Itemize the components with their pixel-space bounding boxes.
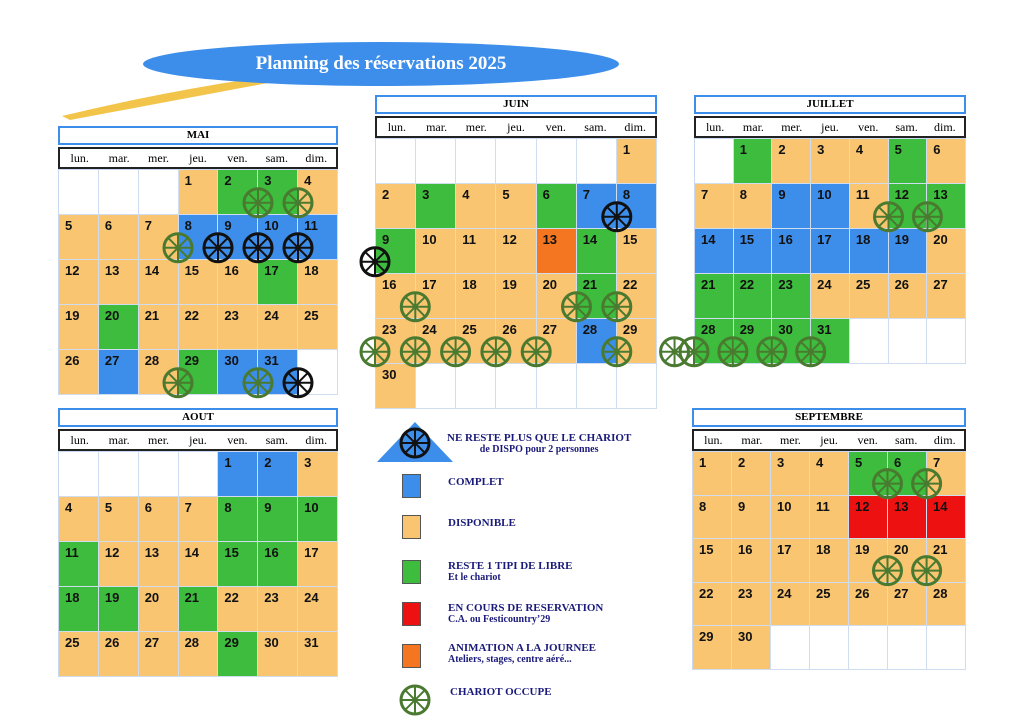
chariot-occupe-icon xyxy=(401,293,429,321)
day-number: 21 xyxy=(582,277,598,292)
month-title: SEPTEMBRE xyxy=(692,408,966,427)
day-number: 5 xyxy=(104,500,113,515)
day-number: 5 xyxy=(65,218,73,233)
day-number: 25 xyxy=(304,308,319,323)
day-number: 6 xyxy=(144,500,152,515)
weekday-label: sam. xyxy=(895,120,918,134)
day-number: 2 xyxy=(264,455,272,470)
day-number: 5 xyxy=(855,455,863,470)
day-number: 9 xyxy=(738,498,746,514)
day-number: 18 xyxy=(65,590,80,605)
day-number: 10 xyxy=(777,498,792,514)
day-number: 31 xyxy=(264,353,279,368)
day-number: 19 xyxy=(65,308,80,323)
legend-animation-swatch xyxy=(402,644,421,668)
day-number: 15 xyxy=(184,263,200,278)
day-number: 7 xyxy=(184,500,192,515)
month-aout xyxy=(58,408,338,673)
chariot-wheels-layer xyxy=(375,138,657,408)
legend-reservation-swatch xyxy=(402,602,421,626)
day-number: 8 xyxy=(699,498,707,514)
day-number: 10 xyxy=(817,187,832,202)
weekday-label: lun. xyxy=(70,433,89,447)
chariot-wheels-layer xyxy=(58,169,338,394)
weekday-label: mer. xyxy=(779,433,801,447)
day-number: 13 xyxy=(104,263,120,278)
day-number: 17 xyxy=(777,542,792,557)
legend-chariot-dispo-symbol xyxy=(375,420,455,465)
month-title: AOUT xyxy=(58,408,338,427)
day-number: 19 xyxy=(855,542,870,557)
month-title: MAI xyxy=(58,126,338,145)
page-title: Planning des réservations 2025 xyxy=(255,53,507,74)
legend-chariot-occupe-icon xyxy=(397,682,433,718)
day-number: 7 xyxy=(933,455,941,470)
day-number: 11 xyxy=(816,498,830,514)
weekday-label: dim. xyxy=(933,120,956,134)
day-number: 16 xyxy=(224,263,239,278)
chariot-occupe-icon xyxy=(913,203,941,231)
chariot-occupe-icon xyxy=(603,338,631,366)
day-number: 26 xyxy=(894,277,910,292)
day-number: 14 xyxy=(144,263,160,278)
day-number: 18 xyxy=(304,263,319,278)
day-number: 18 xyxy=(855,232,871,247)
day-number: 20 xyxy=(933,232,948,247)
day-number: 24 xyxy=(817,277,832,292)
weekday-label: mar. xyxy=(741,433,763,447)
day-number: 27 xyxy=(933,277,948,292)
day-number: 24 xyxy=(422,322,437,337)
day-number: 6 xyxy=(933,142,941,157)
day-number: 24 xyxy=(304,590,319,605)
day-number: 27 xyxy=(894,585,909,601)
weekday-label: ven. xyxy=(227,151,248,165)
day-number: 29 xyxy=(739,322,755,337)
day-number: 15 xyxy=(699,542,714,557)
weekday-label: lun. xyxy=(704,433,723,447)
chariot-occupe-icon xyxy=(563,293,591,321)
day-number: 9 xyxy=(778,187,786,202)
chariot-dispo-icon xyxy=(284,234,312,262)
weekday-header xyxy=(375,116,657,138)
day-number: 14 xyxy=(184,545,200,560)
month-mai xyxy=(58,126,338,391)
day-number: 16 xyxy=(738,542,753,557)
day-number: 22 xyxy=(622,277,638,292)
day-number: 19 xyxy=(104,590,120,605)
weekday-label: dim. xyxy=(933,433,956,447)
weekday-label: mar. xyxy=(426,120,448,134)
day-number: 24 xyxy=(777,585,792,601)
chariot-wheels-layer xyxy=(694,138,966,363)
weekday-label: ven. xyxy=(545,120,566,134)
page-title-banner xyxy=(143,42,619,86)
day-number: 3 xyxy=(422,187,430,202)
day-number: 26 xyxy=(65,353,80,368)
day-number: 5 xyxy=(894,142,902,157)
day-number: 23 xyxy=(382,322,397,337)
day-number: 22 xyxy=(184,308,200,323)
weekday-label: mer. xyxy=(148,151,170,165)
legend-tipi: RESTE 1 TIPI DE LIBRE Et le chariot xyxy=(448,560,573,583)
day-number: 12 xyxy=(502,232,517,247)
day-number: 8 xyxy=(224,500,232,515)
chariot-occupe-icon xyxy=(401,338,429,366)
day-number: 7 xyxy=(582,187,590,202)
day-number: 9 xyxy=(382,232,390,247)
legend-tipi-swatch xyxy=(402,560,421,584)
day-number: 4 xyxy=(462,187,470,202)
day-number: 22 xyxy=(739,277,755,292)
day-number: 7 xyxy=(144,218,152,233)
day-number: 2 xyxy=(382,187,390,202)
day-number: 10 xyxy=(304,500,319,515)
day-number: 30 xyxy=(224,353,239,368)
chariot-occupe-icon xyxy=(603,293,631,321)
day-number: 30 xyxy=(738,629,753,644)
legend-chariot-occupe: CHARIOT OCCUPE xyxy=(450,686,552,698)
chariot-occupe-icon xyxy=(284,189,312,217)
chariot-occupe-icon xyxy=(442,338,470,366)
weekday-header xyxy=(694,116,966,138)
chariot-wheels-layer xyxy=(58,451,338,676)
weekday-label: mar. xyxy=(108,433,130,447)
day-number: 6 xyxy=(104,218,113,233)
day-number: 14 xyxy=(582,232,598,247)
day-number: 8 xyxy=(622,187,631,202)
weekday-label: mer. xyxy=(781,120,803,134)
day-number: 1 xyxy=(622,142,631,157)
legend-disponible-swatch xyxy=(402,515,421,539)
weekday-label: sam. xyxy=(265,433,288,447)
chariot-occupe-icon xyxy=(244,369,272,397)
day-number: 25 xyxy=(65,635,80,650)
day-number: 12 xyxy=(855,498,870,514)
day-number: 28 xyxy=(144,353,160,368)
day-number: 9 xyxy=(224,218,232,233)
day-number: 28 xyxy=(582,322,598,337)
weekday-label: sam. xyxy=(265,151,288,165)
day-number: 7 xyxy=(701,187,709,202)
day-number: 4 xyxy=(304,173,312,188)
day-number: 23 xyxy=(264,590,279,605)
day-number: 29 xyxy=(622,322,638,337)
day-number: 23 xyxy=(778,277,793,292)
day-number: 15 xyxy=(739,232,755,247)
legend-animation: ANIMATION A LA JOURNEE Ateliers, stages, centre aéré... xyxy=(448,642,597,665)
day-number: 4 xyxy=(65,500,73,515)
chariot-occupe-icon xyxy=(661,338,689,366)
chariot-occupe-icon xyxy=(522,338,550,366)
day-number: 25 xyxy=(855,277,871,292)
chariot-dispo-icon xyxy=(244,234,272,262)
day-number: 19 xyxy=(894,232,910,247)
month-juin xyxy=(375,95,657,405)
day-number: 22 xyxy=(224,590,239,605)
day-number: 11 xyxy=(65,545,79,560)
day-number: 4 xyxy=(816,455,824,470)
weekday-label: jeu. xyxy=(507,120,525,134)
chariot-occupe-icon xyxy=(244,189,272,217)
day-number: 15 xyxy=(224,545,239,560)
day-number: 3 xyxy=(777,455,785,470)
day-number: 6 xyxy=(542,187,550,202)
day-number: 16 xyxy=(264,545,279,560)
day-number: 1 xyxy=(184,173,192,188)
month-title: JUIN xyxy=(375,95,657,114)
day-number: 13 xyxy=(144,545,160,560)
chariot-occupe-icon xyxy=(913,470,941,498)
day-number: 23 xyxy=(738,585,753,601)
day-number: 21 xyxy=(933,542,948,557)
weekday-label: sam. xyxy=(584,120,607,134)
day-number: 27 xyxy=(144,635,160,650)
day-number: 28 xyxy=(933,585,948,601)
day-number: 16 xyxy=(778,232,793,247)
day-number: 10 xyxy=(264,218,279,233)
chariot-occupe-icon xyxy=(874,470,902,498)
day-number: 19 xyxy=(502,277,517,292)
day-number: 5 xyxy=(502,187,510,202)
day-number: 2 xyxy=(738,455,746,470)
weekday-header xyxy=(58,147,338,169)
day-number: 18 xyxy=(462,277,477,292)
day-number: 18 xyxy=(816,542,831,557)
day-number: 3 xyxy=(304,455,312,470)
weekday-label: mar. xyxy=(108,151,130,165)
day-number: 16 xyxy=(382,277,397,292)
month-septembre xyxy=(692,408,966,666)
weekday-label: sam. xyxy=(895,433,918,447)
weekday-label: dim. xyxy=(305,433,328,447)
day-number: 12 xyxy=(104,545,120,560)
day-number: 17 xyxy=(264,263,279,278)
weekday-label: mer. xyxy=(465,120,487,134)
day-number: 25 xyxy=(462,322,477,337)
day-number: 21 xyxy=(701,277,716,292)
weekday-label: jeu. xyxy=(820,433,838,447)
day-number: 20 xyxy=(144,590,160,605)
day-number: 12 xyxy=(894,187,910,202)
day-number: 17 xyxy=(817,232,832,247)
day-number: 26 xyxy=(502,322,517,337)
month-title: JUILLET xyxy=(694,95,966,114)
chariot-occupe-icon xyxy=(164,234,192,262)
day-number: 31 xyxy=(304,635,319,650)
weekday-label: jeu. xyxy=(821,120,839,134)
day-number: 21 xyxy=(184,590,200,605)
day-number: 30 xyxy=(382,367,397,382)
day-number: 23 xyxy=(224,308,239,323)
day-number: 21 xyxy=(144,308,160,323)
chariot-dispo-icon xyxy=(204,234,232,262)
day-number: 10 xyxy=(422,232,437,247)
day-number: 8 xyxy=(739,187,747,202)
day-number: 20 xyxy=(104,308,120,323)
weekday-label: ven. xyxy=(227,433,248,447)
legend-disponible: DISPONIBLE xyxy=(448,517,516,529)
weekday-header xyxy=(58,429,338,451)
legend-complet: COMPLET xyxy=(448,476,504,488)
day-number: 1 xyxy=(739,142,747,157)
day-number: 14 xyxy=(701,232,716,247)
day-number: 15 xyxy=(622,232,638,247)
chariot-occupe-icon xyxy=(719,338,747,366)
day-number: 2 xyxy=(224,173,232,188)
day-number: 25 xyxy=(816,585,831,601)
day-number: 29 xyxy=(224,635,239,650)
weekday-header xyxy=(692,429,966,451)
weekday-label: dim. xyxy=(305,151,328,165)
legend xyxy=(375,420,675,720)
day-number: 27 xyxy=(542,322,558,337)
chariot-occupe-icon xyxy=(913,557,941,585)
day-number: 2 xyxy=(778,142,786,157)
day-number: 13 xyxy=(542,232,558,247)
chariot-dispo-icon xyxy=(603,203,631,231)
weekday-label: ven. xyxy=(858,120,879,134)
chariot-occupe-icon xyxy=(164,369,192,397)
chariot-dispo-icon xyxy=(361,248,389,276)
weekday-label: ven. xyxy=(857,433,878,447)
day-number: 11 xyxy=(855,187,870,202)
day-number: 17 xyxy=(304,545,319,560)
day-number: 13 xyxy=(894,498,909,514)
legend-chariot-dispo: NE RESTE PLUS QUE LE CHARIOT de DISPO pour 2 personnes xyxy=(447,432,632,455)
weekday-label: lun. xyxy=(705,120,725,134)
day-number: 9 xyxy=(264,500,272,515)
day-number: 30 xyxy=(778,322,793,337)
day-number: 11 xyxy=(462,232,477,247)
day-number: 27 xyxy=(104,353,120,368)
chariot-wheels-layer xyxy=(692,451,966,669)
day-number: 20 xyxy=(542,277,558,292)
chariot-occupe-icon xyxy=(758,338,786,366)
day-number: 26 xyxy=(104,635,120,650)
day-number: 3 xyxy=(264,173,272,188)
weekday-label: lun. xyxy=(70,151,89,165)
day-number: 13 xyxy=(933,187,948,202)
day-number: 29 xyxy=(184,353,200,368)
month-juillet xyxy=(694,95,966,360)
day-number: 6 xyxy=(894,455,902,470)
day-number: 28 xyxy=(184,635,200,650)
weekday-label: mer. xyxy=(148,433,170,447)
legend-complet-swatch xyxy=(402,474,421,498)
day-number: 24 xyxy=(264,308,279,323)
weekday-label: jeu. xyxy=(189,151,207,165)
day-number: 11 xyxy=(304,218,318,233)
chariot-dispo-icon xyxy=(284,369,312,397)
day-number: 31 xyxy=(817,322,832,337)
day-number: 17 xyxy=(422,277,437,292)
day-number: 1 xyxy=(224,455,232,470)
day-number: 20 xyxy=(894,542,909,557)
chariot-occupe-icon xyxy=(361,338,389,366)
day-number: 8 xyxy=(184,218,192,233)
weekday-label: lun. xyxy=(387,120,407,134)
legend-reservation: EN COURS DE RESERVATION C.A. ou Festicountry’29 xyxy=(448,602,604,625)
weekday-label: dim. xyxy=(624,120,646,134)
day-number: 3 xyxy=(817,142,825,157)
day-number: 12 xyxy=(65,263,80,278)
chariot-occupe-icon xyxy=(482,338,510,366)
chariot-occupe-icon xyxy=(874,557,902,585)
day-number: 22 xyxy=(699,585,714,601)
day-number: 4 xyxy=(855,142,864,157)
chariot-occupe-icon xyxy=(797,338,825,366)
day-number: 30 xyxy=(264,635,279,650)
day-number: 1 xyxy=(699,455,707,470)
weekday-label: mar. xyxy=(742,120,764,134)
day-number: 29 xyxy=(699,629,714,644)
day-number: 28 xyxy=(701,322,716,337)
day-number: 14 xyxy=(933,498,948,514)
day-number: 26 xyxy=(855,585,870,601)
weekday-label: jeu. xyxy=(189,433,207,447)
chariot-occupe-icon xyxy=(875,203,903,231)
